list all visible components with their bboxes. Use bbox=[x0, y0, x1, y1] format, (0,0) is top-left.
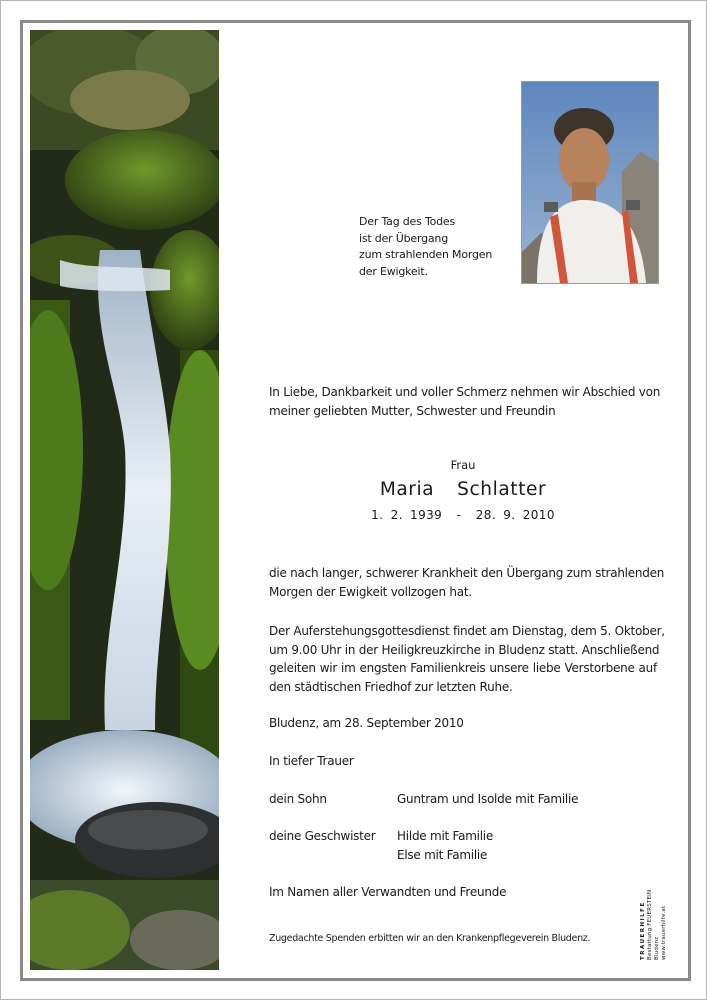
waterfall-image bbox=[30, 30, 219, 970]
passing-text bbox=[269, 564, 665, 601]
poem bbox=[359, 214, 492, 280]
life-dates: 1. 2. 1939 - 28. 9. 2010 bbox=[371, 508, 555, 522]
mourner-names: Else mit Familie bbox=[397, 848, 488, 862]
mourner-names: Guntram und Isolde mit Familie bbox=[397, 792, 579, 806]
funeral-home-logo bbox=[640, 870, 682, 960]
mourner-relation: deine Geschwister bbox=[269, 829, 376, 843]
passing-line: die nach langer, schwerer Krankheit den Übergang zum strahlenden bbox=[269, 566, 665, 580]
place-date: Bludenz, am 28. September 2010 bbox=[269, 716, 464, 730]
portrait-photo bbox=[521, 81, 659, 284]
logo-text bbox=[640, 870, 682, 960]
poem-line: Der Tag des Todes bbox=[359, 215, 456, 228]
service-line: um 9.00 Uhr in der Heiligkreuzkirche in Bludenz statt. Anschließend bbox=[269, 642, 660, 657]
intro-text bbox=[269, 383, 661, 420]
service-text bbox=[269, 622, 665, 696]
poem-line: ist der Übergang bbox=[359, 231, 448, 245]
logo-line: Bestattung FEUERSTEIN Bludenz bbox=[647, 889, 660, 960]
service-line: den städtischen Friedhof zur letzten Ruhe. bbox=[269, 679, 513, 694]
logo-line: TRAUERHILFE bbox=[640, 901, 646, 960]
intro-line: In Liebe, Dankbarkeit und voller Schmerz nehmen wir Abschied von bbox=[269, 385, 661, 399]
passing-line: Morgen der Ewigkeit vollzogen hat. bbox=[269, 584, 472, 599]
poem-line: der Ewigkeit. bbox=[359, 264, 428, 278]
all-relatives: Im Namen aller Verwandten und Freunde bbox=[269, 885, 507, 899]
mourner-relation: dein Sohn bbox=[269, 792, 327, 806]
logo-line: www.trauerhilfe.at bbox=[661, 905, 667, 960]
mourner-names: Hilde mit Familie bbox=[397, 829, 494, 843]
deceased-name: Maria Schlatter bbox=[379, 479, 547, 500]
service-line: Der Auferstehungsgottesdienst findet am Dienstag, dem 5. Oktober, bbox=[269, 624, 665, 638]
donations-note: Zugedachte Spenden erbitten wir an den Krankenpflegeverein Bludenz. bbox=[269, 933, 591, 944]
salutation: Frau bbox=[450, 458, 476, 472]
service-line: geleiten wir im engsten Familienkreis unsere liebe Verstorbene auf bbox=[269, 661, 657, 675]
poem-line: zum strahlenden Morgen bbox=[359, 248, 493, 261]
mourning-intro: In tiefer Trauer bbox=[269, 754, 354, 768]
intro-line: meiner geliebten Mutter, Schwester und Freundin bbox=[269, 403, 556, 418]
